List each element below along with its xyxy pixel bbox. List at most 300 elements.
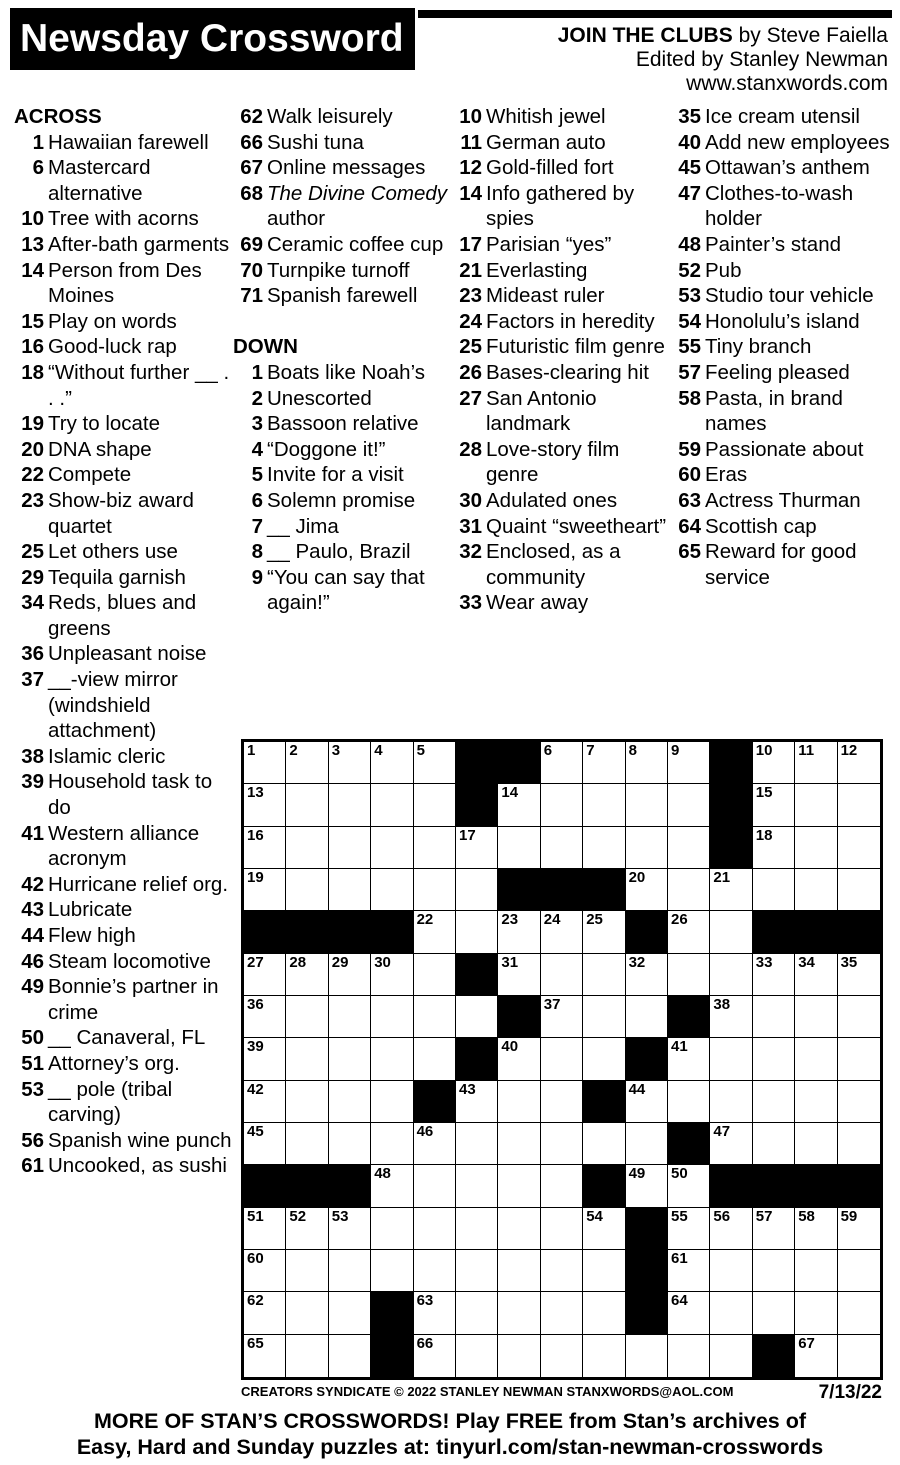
grid-cell[interactable] (244, 1208, 286, 1250)
clue-item (671, 130, 893, 156)
grid-cell[interactable] (710, 1123, 752, 1165)
grid-cell[interactable] (668, 1292, 710, 1334)
clue-text: Attorney’s org. (48, 1051, 180, 1075)
grid-cell[interactable] (795, 742, 837, 784)
grid-cell[interactable] (414, 1335, 456, 1377)
clue-item (452, 283, 674, 309)
grid-cell[interactable] (371, 1250, 413, 1292)
cell-number: 60 (247, 1249, 264, 1267)
cell-number: 29 (331, 953, 349, 971)
cell-number: 25 (586, 911, 603, 929)
clue-number: 10 (459, 105, 482, 128)
grid-cell[interactable] (753, 954, 795, 996)
grid-cell[interactable] (583, 1038, 625, 1080)
clue-item (452, 155, 674, 181)
grid-cell[interactable] (244, 1123, 286, 1165)
grid-cell[interactable] (371, 954, 413, 996)
grid-cell[interactable] (541, 911, 583, 953)
clue-number: 25 (459, 335, 482, 359)
grid-cell[interactable] (541, 1292, 583, 1334)
cell-number: 49 (628, 1165, 646, 1183)
clue-item (671, 514, 893, 540)
grid-cell[interactable] (329, 827, 371, 869)
clue-text: Quaint “sweetheart” (486, 514, 667, 538)
grid-cell[interactable] (668, 1335, 710, 1377)
cell-number: 67 (798, 1334, 815, 1352)
grid-cell[interactable] (329, 1335, 371, 1377)
grid-cell[interactable] (371, 1038, 413, 1080)
grid-cell[interactable] (668, 954, 710, 996)
grid-cell[interactable] (329, 869, 371, 911)
clue-item (233, 181, 455, 232)
grid-block (244, 1165, 286, 1207)
grid-cell[interactable] (753, 784, 795, 826)
grid-cell[interactable] (541, 1250, 583, 1292)
clue-text: Unescorted (267, 386, 372, 410)
clue-text: Bonnie’s partner in crime (48, 975, 219, 1024)
cell-number: 50 (671, 1165, 688, 1183)
cell-number: 33 (755, 953, 773, 971)
grid-cell[interactable] (371, 827, 413, 869)
grid-cell[interactable] (498, 1038, 540, 1080)
grid-cell[interactable] (498, 954, 540, 996)
grid-cell[interactable] (371, 1081, 413, 1123)
clue-text: Steam locomotive (48, 949, 211, 973)
clue-number: 9 (251, 565, 263, 589)
clue-text: Hurricane relief org. (48, 872, 229, 896)
grid-cell[interactable] (244, 1335, 286, 1377)
grid-cell[interactable] (371, 1208, 413, 1250)
grid-cell[interactable] (753, 827, 795, 869)
clue-text: Compete (48, 463, 132, 487)
grid-cell[interactable] (668, 827, 710, 869)
crossword-grid (241, 739, 883, 1380)
grid-cell[interactable] (286, 1250, 328, 1292)
clue-number: 34 (21, 591, 44, 615)
grid-cell[interactable] (329, 996, 371, 1038)
grid-cell[interactable] (329, 1123, 371, 1165)
clue-number: 71 (240, 284, 263, 308)
grid-cell[interactable] (541, 827, 583, 869)
clue-number: 58 (678, 386, 701, 410)
grid-cell[interactable] (286, 784, 328, 826)
grid-cell[interactable] (795, 954, 837, 996)
grid-cell[interactable] (626, 742, 668, 784)
grid-cell[interactable] (541, 1123, 583, 1165)
clue-item (14, 590, 236, 641)
grid-cell[interactable] (626, 954, 668, 996)
grid-cell[interactable] (541, 954, 583, 996)
grid-cell[interactable] (456, 1335, 498, 1377)
grid-cell[interactable] (753, 1081, 795, 1123)
grid-block (753, 1165, 795, 1207)
grid-cell[interactable] (838, 996, 880, 1038)
grid-cell[interactable] (456, 869, 498, 911)
grid-cell[interactable] (414, 1292, 456, 1334)
grid-cell[interactable] (795, 1038, 837, 1080)
clue-number: 23 (459, 284, 482, 308)
clue-number: 3 (251, 412, 263, 436)
grid-cell[interactable] (753, 1250, 795, 1292)
grid-cell[interactable] (286, 827, 328, 869)
clue-number: 38 (21, 744, 44, 768)
grid-cell[interactable] (541, 784, 583, 826)
grid-cell[interactable] (753, 742, 795, 784)
grid-cell[interactable] (286, 1208, 328, 1250)
grid-cell[interactable] (244, 1250, 286, 1292)
clue-number: 19 (21, 412, 44, 436)
grid-cell[interactable] (710, 1292, 752, 1334)
clue-item (14, 1128, 236, 1154)
clue-number: 55 (678, 335, 701, 359)
clue-text: Mideast ruler (486, 284, 605, 308)
italic-title: The Divine Comedy (267, 181, 448, 205)
clue-number: 64 (678, 514, 701, 538)
grid-cell[interactable] (838, 869, 880, 911)
grid-cell[interactable] (244, 954, 286, 996)
clue-item (452, 334, 674, 360)
grid-cell[interactable] (498, 1165, 540, 1207)
grid-cell[interactable] (753, 869, 795, 911)
clue-number: 70 (240, 258, 263, 282)
grid-cell[interactable] (414, 827, 456, 869)
grid-block (838, 1165, 880, 1207)
grid-cell[interactable] (710, 1335, 752, 1377)
grid-cell[interactable] (795, 1123, 837, 1165)
grid-cell[interactable] (286, 742, 328, 784)
puzzle-title: JOIN THE CLUBS (557, 24, 733, 47)
grid-cell[interactable] (414, 784, 456, 826)
grid-cell[interactable] (710, 1081, 752, 1123)
grid-cell[interactable] (456, 1081, 498, 1123)
grid-cell[interactable] (668, 1081, 710, 1123)
grid-cell[interactable] (838, 1292, 880, 1334)
clue-number: 11 (460, 130, 482, 154)
clue-number: 43 (21, 898, 44, 922)
clue-item (233, 155, 455, 181)
cell-number: 63 (416, 1292, 434, 1310)
clue-number: 49 (21, 975, 44, 999)
clue-number: 51 (21, 1051, 44, 1075)
clue-number: 39 (21, 770, 44, 794)
grid-cell[interactable] (286, 1081, 328, 1123)
grid-cell[interactable] (414, 1038, 456, 1080)
grid-cell[interactable] (583, 784, 625, 826)
grid-cell[interactable] (710, 1250, 752, 1292)
grid-cell[interactable] (371, 742, 413, 784)
grid-cell[interactable] (329, 1081, 371, 1123)
grid-cell[interactable] (626, 1081, 668, 1123)
clue-text: The Divine Comedy author (267, 181, 448, 231)
grid-cell[interactable] (795, 1335, 837, 1377)
grid-cell[interactable] (371, 1165, 413, 1207)
clue-text: Western alliance acronym (48, 821, 200, 871)
grid-cell[interactable] (498, 1208, 540, 1250)
clue-text: Add new employees (705, 130, 890, 154)
grid-cell[interactable] (668, 784, 710, 826)
grid-cell[interactable] (414, 742, 456, 784)
grid-cell[interactable] (414, 911, 456, 953)
grid-cell[interactable] (244, 742, 286, 784)
grid-cell[interactable] (838, 1081, 880, 1123)
grid-cell[interactable] (329, 1208, 371, 1250)
cell-number: 1 (247, 742, 256, 759)
clue-item (452, 232, 674, 258)
grid-cell[interactable] (456, 827, 498, 869)
grid-cell[interactable] (626, 1165, 668, 1207)
grid-cell[interactable] (795, 1081, 837, 1123)
grid-cell[interactable] (456, 1123, 498, 1165)
grid-cell[interactable] (838, 1123, 880, 1165)
grid-cell[interactable] (583, 827, 625, 869)
grid-cell[interactable] (838, 1208, 880, 1250)
grid-cell[interactable] (710, 954, 752, 996)
clue-item (233, 386, 455, 412)
grid-cell[interactable] (498, 784, 540, 826)
clue-number: 20 (21, 437, 44, 461)
grid-cell[interactable] (371, 869, 413, 911)
grid-cell[interactable] (668, 1038, 710, 1080)
grid-cell[interactable] (583, 1208, 625, 1250)
clue-item (452, 181, 674, 232)
clue-item (233, 283, 455, 309)
grid-cell[interactable] (710, 1038, 752, 1080)
cell-number: 15 (755, 784, 773, 802)
grid-cell[interactable] (626, 784, 668, 826)
grid-cell[interactable] (414, 869, 456, 911)
clue-item (14, 411, 236, 437)
grid-cell[interactable] (838, 784, 880, 826)
grid-cell[interactable] (329, 742, 371, 784)
clue-item (14, 206, 236, 232)
grid-cell[interactable] (414, 1123, 456, 1165)
grid-cell[interactable] (329, 1250, 371, 1292)
grid-cell[interactable] (244, 1081, 286, 1123)
grid-cell[interactable] (795, 784, 837, 826)
clue-item (233, 232, 455, 258)
clue-item (671, 283, 893, 309)
grid-cell[interactable] (626, 827, 668, 869)
grid-cell[interactable] (329, 784, 371, 826)
grid-cell[interactable] (753, 1123, 795, 1165)
grid-cell[interactable] (668, 911, 710, 953)
grid-cell[interactable] (541, 996, 583, 1038)
grid-cell[interactable] (286, 1038, 328, 1080)
cell-number: 13 (247, 784, 264, 802)
grid-cell[interactable] (668, 742, 710, 784)
clue-item (671, 437, 893, 463)
clue-number: 12 (459, 156, 482, 180)
grid-cell[interactable] (244, 869, 286, 911)
grid-cell[interactable] (498, 1081, 540, 1123)
grid-cell[interactable] (795, 827, 837, 869)
grid-block (795, 911, 837, 953)
grid-cell[interactable] (583, 742, 625, 784)
grid-cell[interactable] (456, 1250, 498, 1292)
grid-cell[interactable] (414, 996, 456, 1038)
grid-cell[interactable] (244, 1038, 286, 1080)
clue-number: 33 (459, 591, 482, 615)
grid-cell[interactable] (668, 869, 710, 911)
grid-cell[interactable] (838, 1250, 880, 1292)
cell-number: 32 (628, 953, 646, 971)
grid-cell[interactable] (626, 1335, 668, 1377)
clue-item (14, 974, 236, 1025)
grid-cell[interactable] (583, 1250, 625, 1292)
cell-number: 14 (501, 784, 519, 802)
grid-cell[interactable] (541, 1165, 583, 1207)
grid-cell[interactable] (371, 784, 413, 826)
clue-number: 68 (240, 181, 263, 205)
grid-cell[interactable] (286, 1123, 328, 1165)
grid-cell[interactable] (498, 911, 540, 953)
grid-cell[interactable] (498, 1292, 540, 1334)
clue-text: __-view mirror (windshield attachment) (48, 668, 178, 743)
grid-cell[interactable] (371, 1123, 413, 1165)
grid-cell[interactable] (286, 954, 328, 996)
grid-cell[interactable] (710, 996, 752, 1038)
grid-cell[interactable] (541, 1335, 583, 1377)
grid-cell[interactable] (329, 1292, 371, 1334)
grid-cell[interactable] (286, 1335, 328, 1377)
clue-item (14, 539, 236, 565)
clue-text: Turnpike turnoff (267, 258, 410, 282)
clue-number: 45 (678, 156, 701, 180)
clue-item (14, 744, 236, 770)
clue-text: Unpleasant noise (48, 642, 207, 666)
clue-item (452, 539, 674, 590)
clue-number: 13 (21, 232, 44, 256)
grid-cell[interactable] (244, 827, 286, 869)
clue-text: Spanish farewell (267, 284, 418, 308)
clue-text: Bases-clearing hit (486, 360, 649, 384)
grid-cell[interactable] (329, 954, 371, 996)
grid-cell[interactable] (583, 954, 625, 996)
grid-cell[interactable] (498, 827, 540, 869)
grid-cell[interactable] (795, 1208, 837, 1250)
grid-cell[interactable] (710, 869, 752, 911)
clue-item (14, 232, 236, 258)
grid-cell[interactable] (753, 1038, 795, 1080)
clue-text: Tiny branch (705, 335, 812, 359)
grid-cell[interactable] (541, 1038, 583, 1080)
grid-cell[interactable] (414, 1165, 456, 1207)
grid-cell[interactable] (838, 827, 880, 869)
grid-cell[interactable] (838, 954, 880, 996)
grid-cell[interactable] (498, 1123, 540, 1165)
grid-cell[interactable] (710, 1208, 752, 1250)
clue-item (14, 565, 236, 591)
grid-cell[interactable] (583, 1335, 625, 1377)
grid-cell[interactable] (668, 1250, 710, 1292)
clue-item (233, 130, 455, 156)
grid-cell[interactable] (541, 1208, 583, 1250)
grid-cell[interactable] (626, 996, 668, 1038)
clue-text: Tree with acorns (48, 207, 199, 231)
clue-item (14, 360, 236, 411)
grid-cell[interactable] (753, 996, 795, 1038)
grid-cell[interactable] (795, 1250, 837, 1292)
clue-text: __ Canaveral, FL (48, 1026, 206, 1050)
grid-cell[interactable] (244, 1292, 286, 1334)
grid-block (795, 1165, 837, 1207)
grid-cell[interactable] (583, 996, 625, 1038)
clue-column-1 (14, 104, 236, 1179)
clue-number: 66 (240, 130, 263, 154)
clue-item (452, 590, 674, 616)
grid-cell[interactable] (795, 1292, 837, 1334)
grid-cell[interactable] (583, 1123, 625, 1165)
clue-text: Household task to do (48, 770, 213, 820)
grid-cell[interactable] (710, 911, 752, 953)
grid-cell[interactable] (753, 1292, 795, 1334)
cell-number: 65 (247, 1334, 264, 1352)
clue-text: Eras (705, 463, 748, 487)
clue-number: 44 (21, 924, 44, 947)
grid-cell[interactable] (668, 1165, 710, 1207)
grid-cell[interactable] (371, 996, 413, 1038)
grid-cell[interactable] (626, 869, 668, 911)
grid-cell[interactable] (838, 1335, 880, 1377)
grid-cell[interactable] (668, 1208, 710, 1250)
clue-number: 63 (678, 488, 701, 512)
clue-text: Factors in heredity (486, 309, 655, 333)
cell-number: 62 (247, 1292, 264, 1310)
grid-cell[interactable] (414, 954, 456, 996)
grid-cell[interactable] (541, 742, 583, 784)
cell-number: 8 (628, 742, 637, 759)
grid-cell[interactable] (414, 1250, 456, 1292)
clue-text: __ Paulo, Brazil (267, 540, 411, 564)
grid-cell[interactable] (498, 1250, 540, 1292)
clue-item (14, 872, 236, 898)
grid-cell[interactable] (286, 1292, 328, 1334)
grid-cell[interactable] (541, 1081, 583, 1123)
grid-cell[interactable] (244, 784, 286, 826)
grid-cell[interactable] (626, 1123, 668, 1165)
clue-text: Futuristic film genre (486, 335, 665, 359)
author: by Steve Faiella (738, 24, 888, 47)
grid-cell[interactable] (286, 996, 328, 1038)
grid-block (456, 1038, 498, 1080)
clue-number: 30 (459, 488, 482, 512)
grid-cell[interactable] (838, 1038, 880, 1080)
grid-cell[interactable] (583, 1292, 625, 1334)
cell-number: 19 (247, 868, 264, 886)
grid-cell[interactable] (498, 1335, 540, 1377)
grid-cell[interactable] (456, 1292, 498, 1334)
grid-cell[interactable] (456, 1208, 498, 1250)
grid-cell[interactable] (286, 869, 328, 911)
grid-cell[interactable] (838, 742, 880, 784)
grid-cell[interactable] (456, 911, 498, 953)
cell-number: 4 (374, 742, 383, 759)
grid-cell[interactable] (583, 911, 625, 953)
grid-cell[interactable] (244, 996, 286, 1038)
clue-text: Mastercard alternative (48, 156, 151, 205)
clue-item (14, 309, 236, 335)
grid-cell[interactable] (456, 1165, 498, 1207)
clue-number: 14 (21, 258, 44, 282)
grid-cell[interactable] (456, 996, 498, 1038)
clue-item (671, 539, 893, 590)
grid-cell[interactable] (753, 1208, 795, 1250)
grid-cell[interactable] (795, 996, 837, 1038)
grid-cell[interactable] (414, 1208, 456, 1250)
grid-cell[interactable] (795, 869, 837, 911)
grid-cell[interactable] (329, 1038, 371, 1080)
grid-block (710, 742, 752, 784)
